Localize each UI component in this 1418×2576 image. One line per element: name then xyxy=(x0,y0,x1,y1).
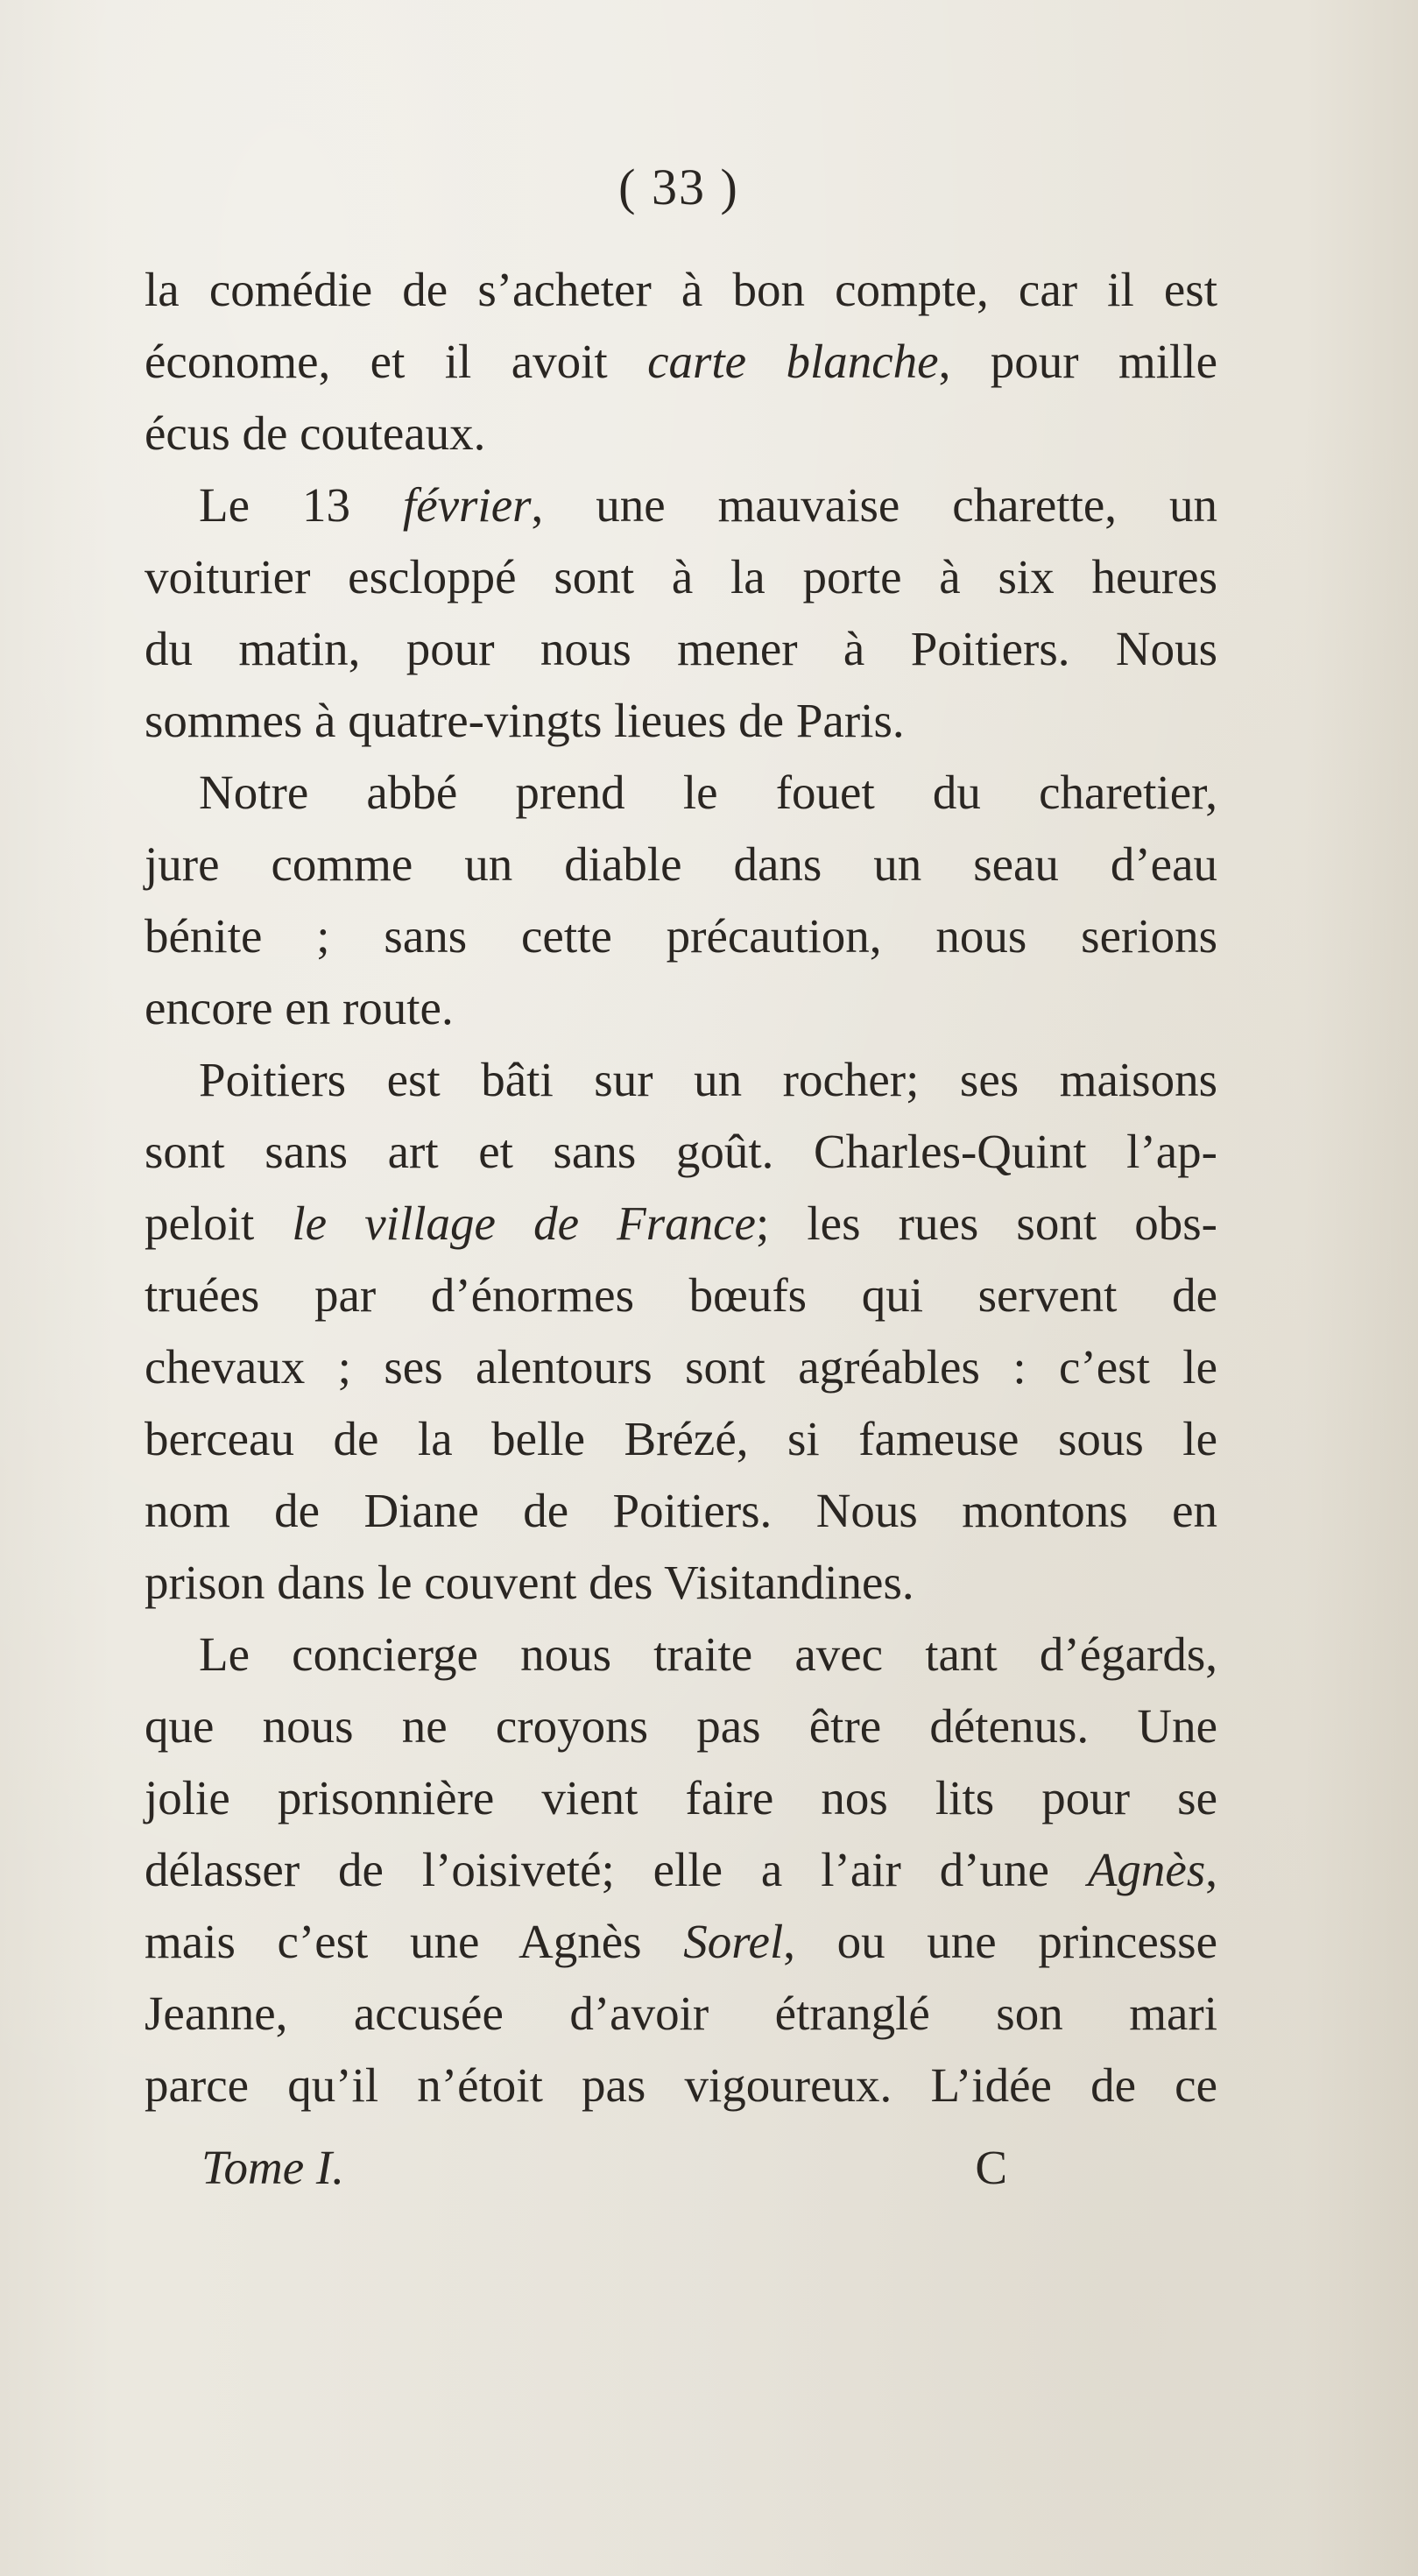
text-segment: jolie prisonnière vient faire nos lits pour se xyxy=(145,1771,1217,1824)
text-segment: Notre abbé prend le fouet du charetier, xyxy=(199,766,1217,819)
text-segment: truées par d’énormes bœufs qui servent de xyxy=(145,1268,1217,1322)
text-segment: la comédie de s’acheter à bon compte, car il est xyxy=(145,263,1217,316)
text-segment: parce qu’il n’étoit pas vigoureux. L’idée de ce xyxy=(145,2058,1217,2112)
text-line xyxy=(145,685,1217,757)
text-segment: berceau de la belle Brézé, si fameuse sous le xyxy=(145,1412,1217,1465)
text-segment: chevaux ; ses alentours sont agréables : c’est le xyxy=(145,1340,1217,1394)
text-segment: Le 13 xyxy=(199,478,403,532)
text-segment: Le concierge nous traite avec tant d’égards, xyxy=(199,1627,1217,1681)
text-line xyxy=(145,613,1217,685)
text-segment: Poitiers est bâti sur un rocher; ses maisons xyxy=(199,1053,1217,1106)
text-line xyxy=(145,757,1217,829)
text-line xyxy=(145,1619,1217,1690)
volume-signature: Tome I. xyxy=(201,2141,344,2194)
text-line xyxy=(145,1834,1217,1906)
text-segment: encore en route. xyxy=(145,981,454,1034)
gathering-signature: C xyxy=(975,2141,1007,2194)
text-segment: , pour mille xyxy=(938,335,1217,388)
text-line xyxy=(145,1116,1217,1188)
text-segment: Jeanne, accusée d’avoir étranglé son mari xyxy=(145,1987,1217,2040)
text-line xyxy=(145,1547,1217,1619)
body-text xyxy=(145,254,1217,2121)
text-segment: , xyxy=(1205,1843,1217,1896)
text-line xyxy=(145,1978,1217,2050)
text-line xyxy=(145,1762,1217,1834)
text-line xyxy=(145,1475,1217,1547)
italic-text: Sorel xyxy=(683,1915,784,1968)
text-line xyxy=(145,1331,1217,1403)
text-line xyxy=(145,1260,1217,1331)
text-line xyxy=(145,1044,1217,1116)
text-segment: écus de couteaux. xyxy=(145,406,486,460)
italic-text: février xyxy=(402,478,532,532)
text-line xyxy=(145,1188,1217,1260)
text-segment: , une mauvaise charette, un xyxy=(531,478,1217,532)
text-segment: ; les rues sont obs- xyxy=(755,1196,1217,1250)
text-segment: sont sans art et sans goût. Charles-Quint l’ap- xyxy=(145,1125,1217,1178)
text-line xyxy=(145,972,1217,1044)
page-footer xyxy=(201,2132,1007,2204)
text-segment: délasser de l’oisiveté; elle a l’air d’une xyxy=(145,1843,1088,1896)
text-line xyxy=(145,469,1217,541)
text-line xyxy=(145,541,1217,613)
text-segment: prison dans le couvent des Visitandines. xyxy=(145,1556,914,1609)
text-segment: économe, et il avoit xyxy=(145,335,648,388)
text-line xyxy=(145,254,1217,326)
text-segment: sommes à quatre-vingts lieues de Paris. xyxy=(145,694,905,747)
text-segment: du matin, pour nous mener à Poitiers. Nous xyxy=(145,622,1217,675)
text-line xyxy=(145,326,1217,398)
italic-text: carte blanche xyxy=(647,335,939,388)
page-number: ( 33 ) xyxy=(618,159,739,215)
text-line xyxy=(145,398,1217,469)
italic-text: le village de France xyxy=(292,1196,756,1250)
text-line xyxy=(145,829,1217,900)
text-segment: , ou une princesse xyxy=(783,1915,1217,1968)
text-line xyxy=(145,900,1217,972)
text-segment: voiturier escloppé sont à la porte à six heures xyxy=(145,550,1217,603)
text-segment: nom de Diane de Poitiers. Nous montons en xyxy=(145,1484,1217,1537)
text-segment: jure comme un diable dans un seau d’eau xyxy=(145,837,1217,891)
text-line xyxy=(145,1690,1217,1762)
text-line xyxy=(145,1906,1217,1978)
text-segment: que nous ne croyons pas être détenus. Une xyxy=(145,1699,1217,1753)
text-segment: peloit xyxy=(145,1196,293,1250)
text-line xyxy=(145,2050,1217,2121)
text-segment: mais c’est une Agnès xyxy=(145,1915,684,1968)
text-line xyxy=(145,1403,1217,1475)
text-segment: bénite ; sans cette précaution, nous serions xyxy=(145,909,1217,963)
italic-text: Agnès xyxy=(1087,1843,1206,1896)
